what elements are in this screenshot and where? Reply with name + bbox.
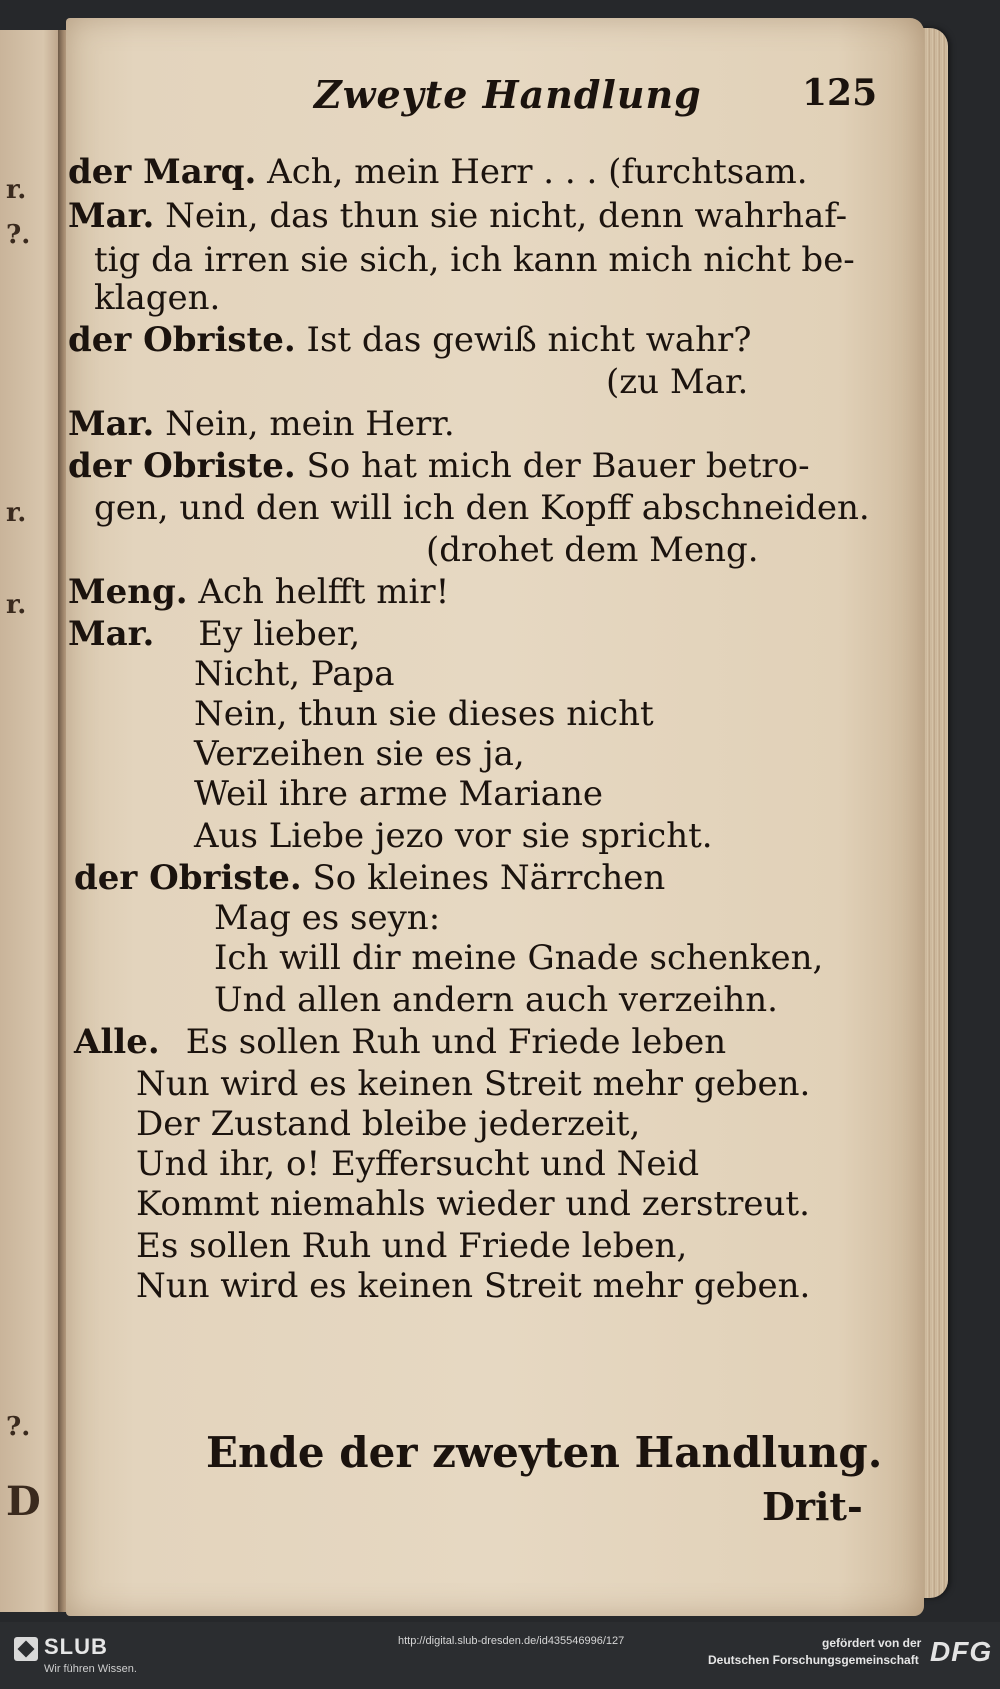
line-text: Nein, mein Herr. xyxy=(154,404,455,444)
text-line xyxy=(194,654,395,694)
line-text: So kleines Närrchen xyxy=(301,858,666,898)
text-line xyxy=(214,938,823,978)
line-text: tig da irren sie sich, ich kann mich nicht be- xyxy=(94,240,855,280)
dfg-logo[interactable]: DFG xyxy=(930,1636,993,1667)
text-line xyxy=(136,1144,699,1184)
speaker-name: Alle. xyxy=(74,1022,160,1062)
speaker-name: der Obriste. xyxy=(68,446,296,486)
text-line xyxy=(194,734,525,774)
line-text: Ach, mein Herr . . . (furchtsam. xyxy=(256,152,808,192)
speaker-name: Mar. xyxy=(68,196,155,236)
line-text: Ey lieber, xyxy=(198,614,361,654)
text-line xyxy=(68,404,455,444)
running-head-title: Zweyte Handlung xyxy=(314,72,702,117)
line-text: Es sollen Ruh und Friede leben xyxy=(185,1022,727,1062)
speaker-name: der Marq. xyxy=(68,152,257,192)
line-text: (zu Mar. xyxy=(606,362,749,402)
text-line xyxy=(194,694,654,734)
speaker-name: Meng. xyxy=(68,572,188,612)
line-text: Der Zustand bleibe jederzeit, xyxy=(136,1104,641,1144)
line-text: Und ihr, o! Eyffersucht und Neid xyxy=(136,1144,700,1184)
line-text: Nein, das thun sie nicht, denn wahrhaf- xyxy=(154,196,848,236)
line-text: Mag es seyn: xyxy=(214,898,441,938)
text-line xyxy=(94,488,870,528)
funded-by-line-1: gefördert von der xyxy=(822,1636,922,1650)
margin-fragment: r. xyxy=(6,175,27,205)
text-line xyxy=(194,816,713,856)
text-line xyxy=(136,1064,810,1104)
line-text: So hat mich der Bauer betro- xyxy=(295,446,810,486)
speaker-name: der Obriste. xyxy=(74,858,302,898)
line-text: Nicht, Papa xyxy=(194,654,395,694)
line-text: Verzeihen sie es ja, xyxy=(194,734,525,774)
text-line xyxy=(68,320,751,360)
text-line xyxy=(136,1226,687,1266)
line-text: Ist das gewiß nicht wahr? xyxy=(295,320,752,360)
text-line xyxy=(194,774,603,814)
text-line xyxy=(214,980,778,1020)
catchword: Drit- xyxy=(762,1484,863,1529)
slub-logo-icon xyxy=(14,1637,38,1661)
facing-page-edge xyxy=(0,30,62,1612)
margin-fragment: ?. xyxy=(6,220,31,250)
text-line xyxy=(68,196,847,236)
line-text: (drohet dem Meng. xyxy=(426,530,759,570)
slub-tagline: Wir führen Wissen. xyxy=(44,1663,137,1675)
text-line xyxy=(214,898,440,938)
text-line xyxy=(94,240,855,280)
text-line xyxy=(94,278,220,318)
margin-fragment: D xyxy=(6,1478,41,1525)
running-head xyxy=(66,72,924,122)
line-text: Nun wird es keinen Streit mehr geben. xyxy=(136,1064,811,1104)
speaker-name: Mar. xyxy=(68,614,155,654)
text-line xyxy=(68,572,449,612)
line-text: Nein, thun sie dieses nicht xyxy=(194,694,654,734)
line-text: gen, und den will ich den Kopff abschneiden. xyxy=(94,488,870,528)
margin-fragment: r. xyxy=(6,498,27,528)
text-line xyxy=(136,1104,640,1144)
viewer-footer xyxy=(0,1622,1000,1689)
line-text: Kommt niemahls wieder und zerstreut. xyxy=(136,1184,810,1224)
text-line xyxy=(68,614,360,654)
text-line xyxy=(74,858,665,898)
book-page xyxy=(66,18,924,1616)
margin-fragment: r. xyxy=(6,590,27,620)
text-line xyxy=(74,1022,726,1062)
page-number: 125 xyxy=(802,72,878,114)
funded-by-line-2: Deutschen Forschungsgemeinschaft xyxy=(708,1653,919,1667)
line-text: Nun wird es keinen Streit mehr geben. xyxy=(136,1266,811,1306)
margin-fragment: ?. xyxy=(6,1412,31,1442)
text-line xyxy=(606,362,748,402)
line-text: Es sollen Ruh und Friede leben, xyxy=(136,1226,688,1266)
line-text: Und allen andern auch verzeihn. xyxy=(214,980,778,1020)
line-text: Ach helfft mir! xyxy=(187,572,450,612)
text-line xyxy=(136,1184,810,1224)
speaker-name: Mar. xyxy=(68,404,155,444)
line-text: Weil ihre arme Mariane xyxy=(194,774,603,814)
line-text: Ich will dir meine Gnade schenken, xyxy=(214,938,824,978)
text-line xyxy=(68,152,808,192)
text-line xyxy=(68,446,810,486)
permalink-url[interactable]: http://digital.slub-dresden.de/id435546996/127 xyxy=(398,1635,625,1647)
act-ending: Ende der zweyten Handlung. xyxy=(206,1428,883,1477)
speaker-name: der Obriste. xyxy=(68,320,296,360)
text-line xyxy=(136,1266,810,1306)
line-text: Aus Liebe jezo vor sie spricht. xyxy=(194,816,713,856)
line-text: klagen. xyxy=(94,278,221,318)
slub-logo-name[interactable]: SLUB xyxy=(44,1634,108,1659)
text-line xyxy=(426,530,759,570)
